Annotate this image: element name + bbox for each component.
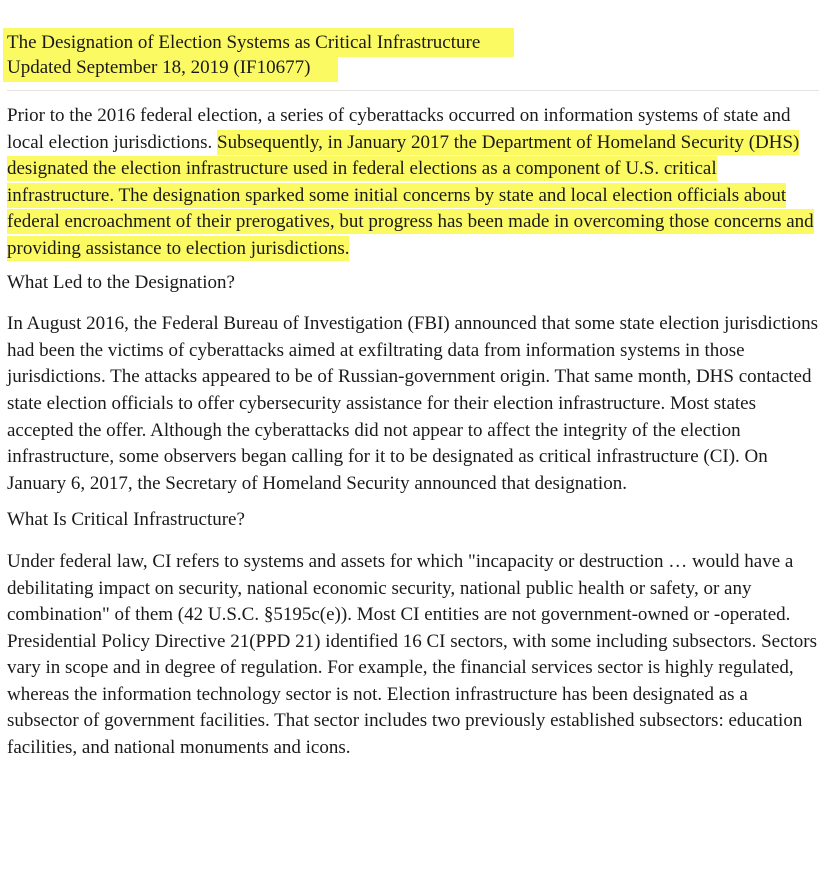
section-body-designation: In August 2016, the Federal Bureau of Investigation (FBI) announced that some state election jurisdictions had been the victims of cyberattacks aimed at exfiltrating data from information systems in those jurisdictions. The attacks appeared to be of Russian-government origin. That same month, DHS contacted state election officials to offer cybersecurity assistance for their election infrastructure. Most states accepted the offer. Although the cyberattacks did not appear to affect the integrity of the election infrastructure, some observers began calling for it to be designated as critical infrastructure (CI). On January 6, 2017, the Secretary of Homeland Security announced that designation. xyxy=(7,313,819,494)
intro-paragraph xyxy=(7,103,822,263)
section-heading-critical-infrastructure: What Is Critical Infrastructure? xyxy=(7,509,245,531)
intro-text: Prior to the 2016 federal election, a series of cyberattacks occurred on information systems of state and local election jurisdictions. xyxy=(7,105,791,153)
section-heading-designation: What Led to the Designation? xyxy=(7,271,235,293)
document-page xyxy=(7,30,822,772)
section-body-critical-infrastructure: Under federal law, CI refers to systems and assets for which "incapacity or destruction … would have a debilitating impact on security, national economic security, national public health or safety, or any combination" of them (42 U.S.C. §5195c(e)). Most CI entities are not government-owned or -operated. Presidential Policy Directive 21(PPD 21) identified 16 CI sectors, with some including subsectors. Sectors vary in scope and in degree of regulation. For example, the financial services sector is highly regulated, whereas the information technology sector is not. Election infrastructure has been designated as a subsector of government facilities. That sector includes two previously established subsectors: education facilities, and national monuments and icons. xyxy=(7,550,818,759)
document-header xyxy=(7,30,822,80)
document-title: The Designation of Election Systems as Critical Infrastructure xyxy=(3,30,514,55)
document-updated-date: Updated September 18, 2019 (IF10677) xyxy=(3,55,338,80)
intro-highlighted-text: Subsequently, in January 2017 the Department of Homeland Security (DHS) designated the election infrastructure used in federal elections as a component of U.S. critical infrastructure. The designation sparked some initial concerns by state and local election officials about federal encroachment of their prerogatives, but progress has been made in overcoming those concerns and providing assistance to election jurisdictions. xyxy=(7,131,814,259)
header-divider xyxy=(7,90,819,91)
